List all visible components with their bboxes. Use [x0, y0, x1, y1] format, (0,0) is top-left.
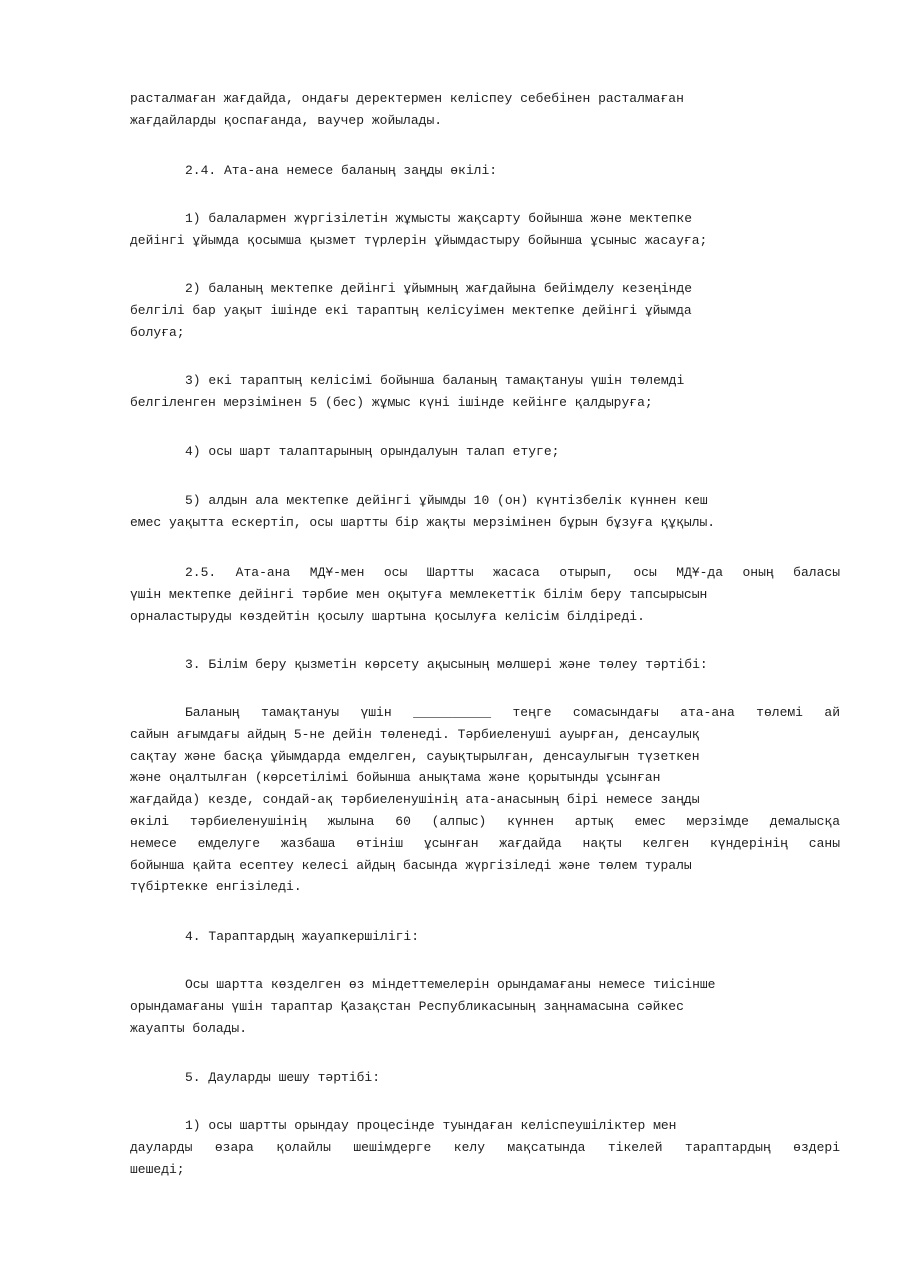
text-line: болуға;: [130, 324, 185, 340]
paragraph-p-voucher-cancel: [130, 88, 840, 132]
text-line: өкілі тәрбиеленушінің жылына 60 (алпыс) күннен артық емес мерзімде демалысқа: [130, 813, 840, 829]
text-line: 2.5. Ата-ана МДҰ-мен осы Шартты жасаса отырып, осы МДҰ-да оның баласы: [185, 565, 840, 580]
text-line: жағдайларды қоспағанда, ваучер жойылады.: [130, 112, 443, 128]
paragraph-p-3-heading: [130, 654, 840, 676]
text-line: 3. Білім беру қызметін көрсету ақысының мөлшері және төлеу тәртібі:: [185, 657, 708, 672]
text-line: 2) баланың мектепке дейінгі ұйымның жағдайына бейімделу кезеңінде: [185, 281, 693, 296]
paragraph-p-3-body: [130, 702, 840, 898]
text-line: белгілі бар уақыт ішінде екі тараптың келісуімен мектепке дейінгі ұйымда: [130, 302, 692, 318]
paragraph-p-4-body: [130, 974, 840, 1039]
text-line: 3) екі тараптың келісімі бойынша баланың тамақтануы үшін төлемді: [185, 373, 685, 388]
paragraph-p-2-4-3: [130, 370, 840, 414]
paragraph-p-2-4-2: [130, 278, 840, 343]
paragraph-p-5-1: [130, 1115, 840, 1180]
text-line: жағдайда) кезде, сондай-ақ тәрбиеленушінің ата-анасының бірі немесе заңды: [130, 792, 700, 808]
text-line: түбіртекке енгізіледі.: [130, 879, 302, 895]
text-line: және оңалтылған (көрсетілімі бойынша анықтама және қорытынды ұсынған: [130, 770, 661, 786]
text-line: 4. Тараптардың жауапкершілігі:: [185, 929, 420, 944]
text-line: бойынша қайта есептеу келесі айдың басында жүргізіледі және төлем туралы: [130, 857, 692, 873]
text-line: сақтау және басқа ұйымдарда емделген, сауықтырылған, денсаулығын түзеткен: [130, 748, 700, 764]
text-line: расталмаған жағдайда, ондағы деректермен келіспеу себебінен расталмаған: [130, 91, 684, 106]
text-line: үшін мектепке дейінгі тәрбие мен оқытуға мемлекеттік білім беру тапсырысын: [130, 586, 708, 602]
text-line: емес уақытта ескертіп, осы шартты бір жақты мерзімінен бұрын бұзуға құқылы.: [130, 514, 716, 530]
text-line: 2.4. Ата-ана немесе баланың заңды өкілі:: [185, 163, 498, 178]
text-line: 1) балалармен жүргізілетін жұмысты жақсарту бойынша және мектепке: [185, 211, 693, 226]
text-line: сайын ағымдағы айдың 5-не дейін төленеді. Тәрбиеленуші ауырған, денсаулық: [130, 726, 700, 742]
paragraph-p-5-heading: [130, 1067, 840, 1089]
paragraph-p-2-4-heading: [130, 160, 840, 182]
text-line: орындамағаны үшін тараптар Қазақстан Республикасының заңнамасына сәйкес: [130, 998, 684, 1014]
text-line: жауапты болады.: [130, 1020, 248, 1036]
text-line: Баланың тамақтануы үшін __________ теңге сомасындағы ата-ана төлемі ай: [185, 705, 840, 720]
text-line: 4) осы шарт талаптарының орындалуын талап етуге;: [185, 444, 560, 459]
text-line: 1) осы шартты орындау процесінде туындаған келіспеушіліктер мен: [185, 1118, 677, 1133]
paragraph-p-4-heading: [130, 926, 840, 948]
text-line: Осы шартта көзделген өз міндеттемелерін орындамағаны немесе тиісінше: [185, 977, 716, 992]
text-line: белгіленген мерзімінен 5 (бес) жұмыс күні ішінде кейінге қалдыруға;: [130, 394, 653, 410]
text-line: шешеді;: [130, 1161, 185, 1177]
paragraph-p-2-4-4: [130, 441, 840, 463]
text-line: орналастыруды көздейтін қосылу шартына қосылуға келісім білдіреді.: [130, 608, 645, 624]
text-line: 5. Дауларды шешу тәртібі:: [185, 1070, 381, 1085]
text-line: немесе емделуге жазбаша өтініш ұсынған жағдайда нақты келген күндерінің саны: [130, 835, 840, 851]
paragraph-p-2-4-5: [130, 490, 840, 534]
text-line: дейінгі ұйымда қосымша қызмет түрлерін ұйымдастыру бойынша ұсыныс жасауға;: [130, 232, 708, 248]
text-line: дауларды өзара қолайлы шешімдерге келу мақсатында тікелей тараптардың өздері: [130, 1139, 840, 1155]
paragraph-p-2-4-1: [130, 208, 840, 252]
paragraph-p-2-5: [130, 562, 840, 627]
text-line: 5) алдын ала мектепке дейінгі ұйымды 10 (он) күнтізбелік күннен кеш: [185, 493, 708, 508]
